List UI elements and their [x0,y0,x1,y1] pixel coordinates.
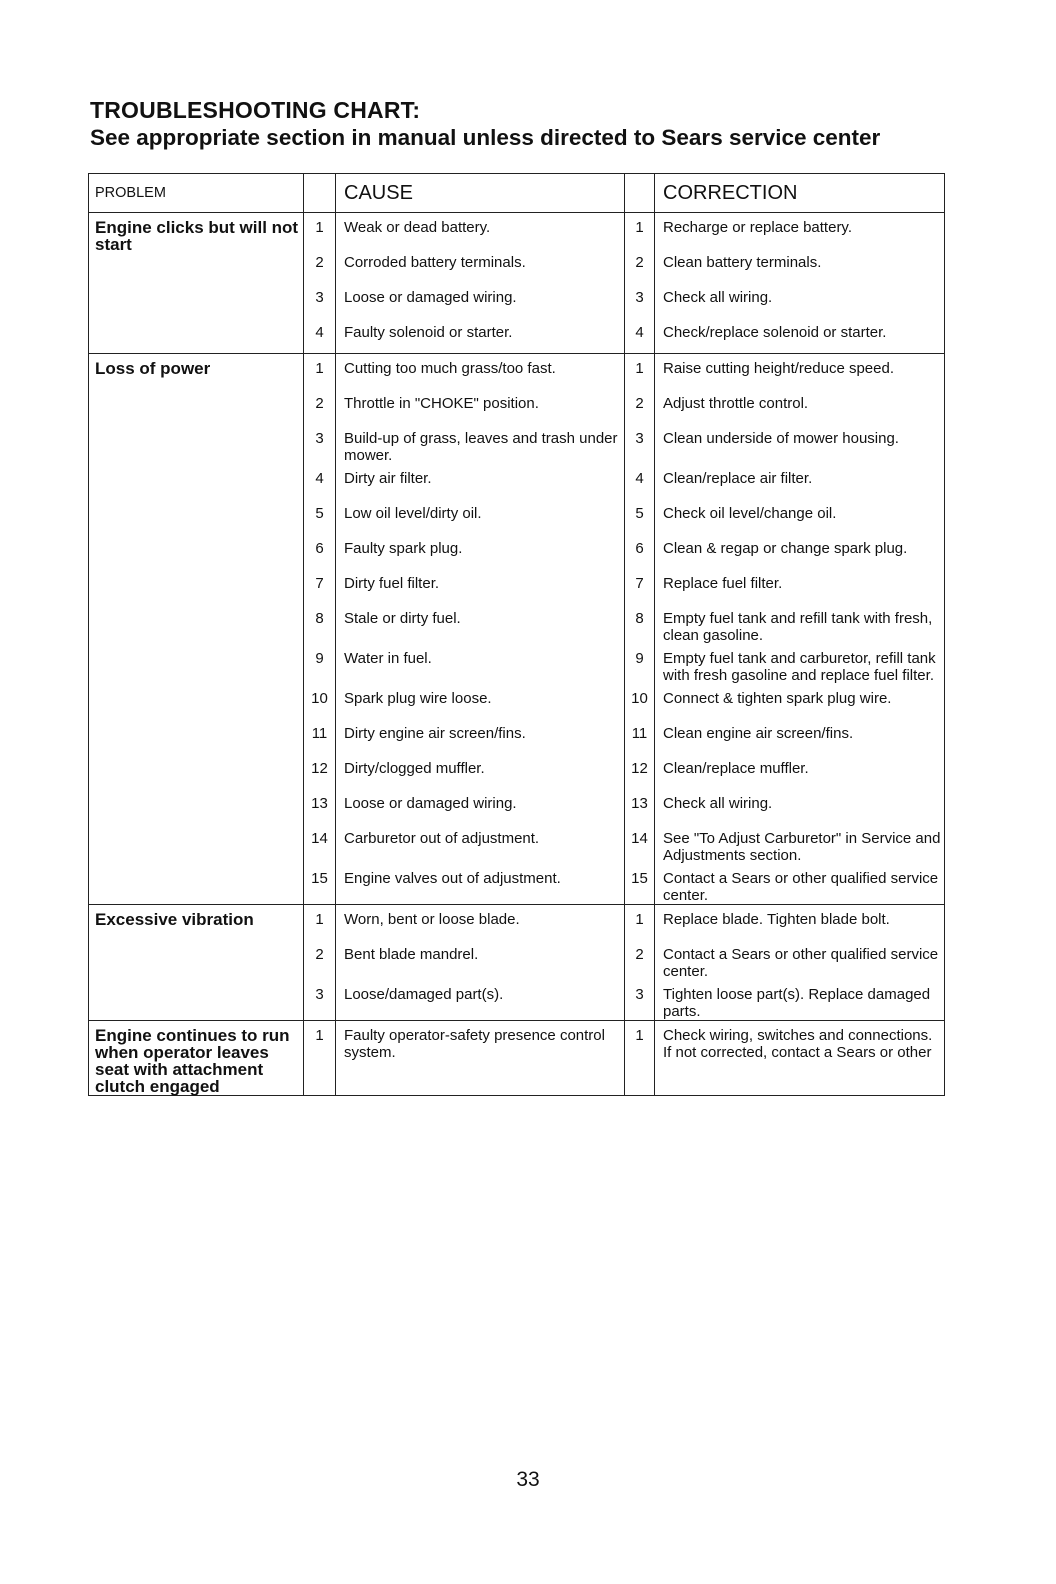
correction-cell: Check all wiring. [655,283,945,318]
cause-cell: Weak or dead battery. [336,213,625,249]
cause-number: 7 [304,569,336,604]
cause-cell: Engine valves out of adjustment. [336,864,625,905]
cause-cell: Dirty fuel filter. [336,569,625,604]
correction-number: 2 [625,389,655,424]
cause-number: 8 [304,604,336,644]
correction-cell: Check/replace solenoid or starter. [655,318,945,354]
cause-cell: Throttle in "CHOKE" position. [336,389,625,424]
correction-cell: Empty fuel tank and carburetor, refill tank with fresh gasoline and replace fuel filter. [655,644,945,684]
cause-number: 1 [304,905,336,941]
correction-cell: See "To Adjust Carburetor" in Service and Adjustments section. [655,824,945,864]
cause-cell: Low oil level/dirty oil. [336,499,625,534]
cause-number: 3 [304,424,336,464]
correction-number: 3 [625,283,655,318]
problem-cell: Loss of power [89,354,304,905]
table-row [89,905,945,941]
correction-cell: Clean battery terminals. [655,248,945,283]
correction-cell: Clean/replace air filter. [655,464,945,499]
cause-number: 9 [304,644,336,684]
cause-cell: Dirty engine air screen/fins. [336,719,625,754]
correction-cell: Recharge or replace battery. [655,213,945,249]
cause-number: 6 [304,534,336,569]
cause-number: 13 [304,789,336,824]
table-row [89,213,945,249]
correction-cell: Connect & tighten spark plug wire. [655,684,945,719]
correction-number: 15 [625,864,655,905]
correction-cell: Contact a Sears or other qualified service center. [655,940,945,980]
cause-number: 2 [304,389,336,424]
cause-number: 2 [304,248,336,283]
page-number: 33 [516,1468,540,1491]
cause-cell: Corroded battery terminals. [336,248,625,283]
correction-number: 1 [625,905,655,941]
correction-cell: Check all wiring. [655,789,945,824]
correction-number: 8 [625,604,655,644]
correction-number: 2 [625,940,655,980]
table-row [89,1021,945,1096]
column-header-correction: CORRECTION [655,174,945,213]
troubleshooting-table [88,173,945,1096]
correction-number: 1 [625,1021,655,1096]
correction-cell: Check oil level/change oil. [655,499,945,534]
correction-cell: Raise cutting height/reduce speed. [655,354,945,390]
column-header-cause-number [304,174,336,213]
cause-cell: Faulty operator-safety presence control system. [336,1021,625,1096]
cause-cell: Faulty solenoid or starter. [336,318,625,354]
cause-cell: Cutting too much grass/too fast. [336,354,625,390]
cause-number: 14 [304,824,336,864]
problem-cell: Engine clicks but will not start [89,213,304,354]
cause-cell: Faulty spark plug. [336,534,625,569]
correction-cell: Replace blade. Tighten blade bolt. [655,905,945,941]
column-header-problem: PROBLEM [89,174,304,213]
correction-number: 4 [625,464,655,499]
cause-cell: Worn, bent or loose blade. [336,905,625,941]
cause-number: 11 [304,719,336,754]
correction-cell: Clean/replace muffler. [655,754,945,789]
correction-number: 12 [625,754,655,789]
cause-cell: Stale or dirty fuel. [336,604,625,644]
correction-number: 13 [625,789,655,824]
correction-cell: Empty fuel tank and refill tank with fresh, clean gasoline. [655,604,945,644]
correction-number: 7 [625,569,655,604]
problem-cell: Engine continues to run when operator leaves seat with attachment clutch engaged [89,1021,304,1096]
table-row [89,354,945,390]
cause-number: 10 [304,684,336,719]
cause-number: 12 [304,754,336,789]
correction-number: 10 [625,684,655,719]
correction-number: 2 [625,248,655,283]
correction-number: 14 [625,824,655,864]
cause-number: 2 [304,940,336,980]
cause-cell: Water in fuel. [336,644,625,684]
cause-number: 15 [304,864,336,905]
correction-cell: Clean underside of mower housing. [655,424,945,464]
cause-cell: Loose or damaged wiring. [336,789,625,824]
cause-cell: Spark plug wire loose. [336,684,625,719]
cause-cell: Loose/damaged part(s). [336,980,625,1021]
correction-cell: Replace fuel filter. [655,569,945,604]
cause-cell: Loose or damaged wiring. [336,283,625,318]
cause-cell: Build-up of grass, leaves and trash under mower. [336,424,625,464]
cause-number: 4 [304,464,336,499]
correction-number: 11 [625,719,655,754]
correction-number: 9 [625,644,655,684]
cause-number: 3 [304,980,336,1021]
correction-cell: Check wiring, switches and connections. If not corrected, contact a Sears or other [655,1021,945,1096]
cause-number: 4 [304,318,336,354]
cause-number: 1 [304,213,336,249]
cause-cell: Bent blade mandrel. [336,940,625,980]
correction-cell: Clean & regap or change spark plug. [655,534,945,569]
correction-number: 6 [625,534,655,569]
column-header-correction-number [625,174,655,213]
correction-number: 4 [625,318,655,354]
table-body [89,213,945,1096]
cause-cell: Carburetor out of adjustment. [336,824,625,864]
cause-number: 1 [304,1021,336,1096]
correction-cell: Clean engine air screen/fins. [655,719,945,754]
cause-cell: Dirty/clogged muffler. [336,754,625,789]
page-title: TROUBLESHOOTING CHART: [90,97,421,123]
cause-number: 5 [304,499,336,534]
table-header-row [89,174,945,213]
cause-number: 1 [304,354,336,390]
correction-number: 1 [625,213,655,249]
correction-cell: Contact a Sears or other qualified service center. [655,864,945,905]
problem-cell: Excessive vibration [89,905,304,1021]
correction-number: 3 [625,424,655,464]
cause-number: 3 [304,283,336,318]
correction-number: 1 [625,354,655,390]
title-block [90,96,960,152]
correction-number: 5 [625,499,655,534]
correction-number: 3 [625,980,655,1021]
page-subtitle: See appropriate section in manual unless directed to Sears service center [90,125,881,150]
correction-cell: Adjust throttle control. [655,389,945,424]
correction-cell: Tighten loose part(s). Replace damaged parts. [655,980,945,1021]
column-header-cause: CAUSE [336,174,625,213]
cause-cell: Dirty air filter. [336,464,625,499]
